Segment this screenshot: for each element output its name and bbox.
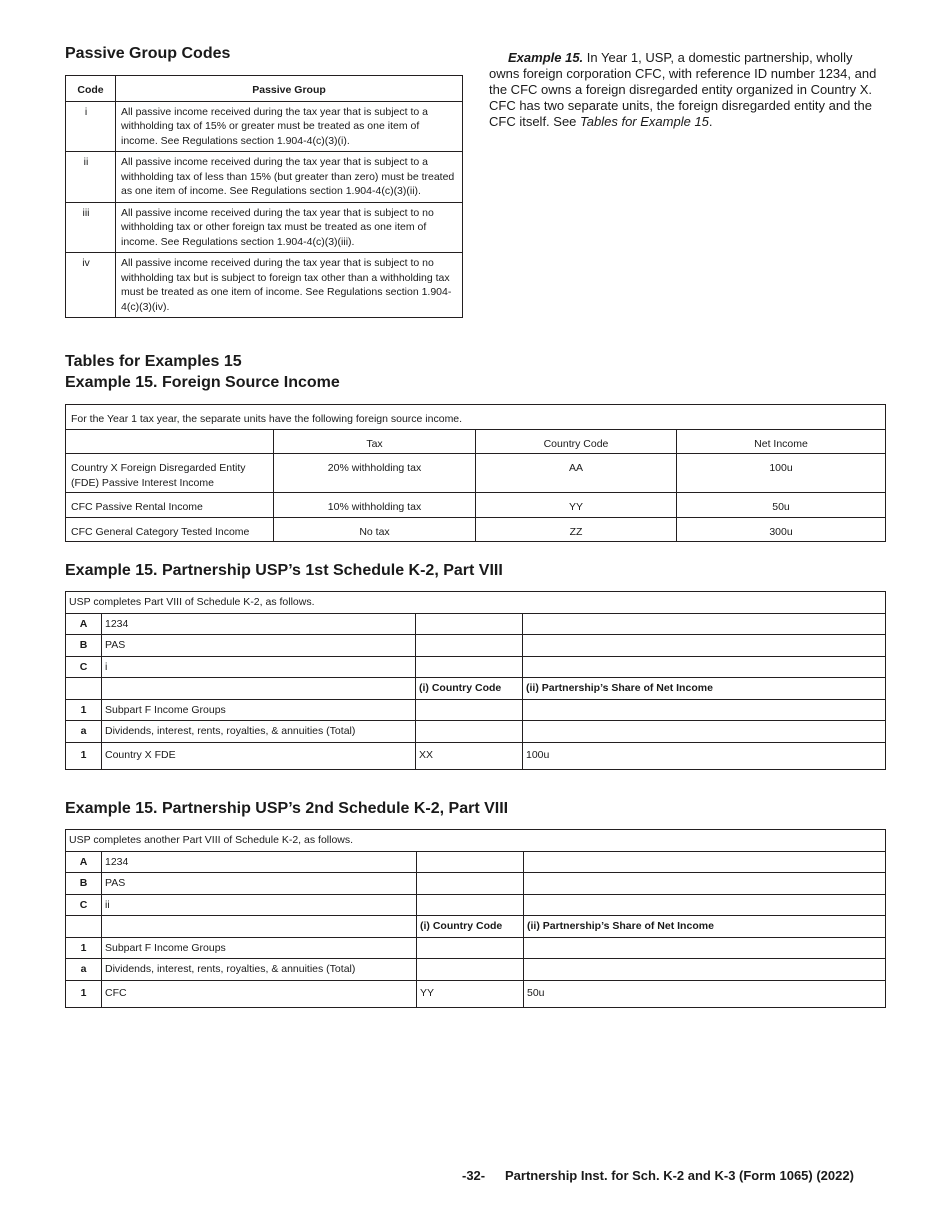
line-label: a [66, 721, 102, 743]
table-row [66, 873, 886, 895]
line-desc: i [102, 656, 416, 678]
country-cell [416, 721, 523, 743]
table-caption: USP completes Part VIII of Schedule K-2, as follows. [66, 592, 886, 614]
net-cell: 300u [677, 517, 886, 542]
table-row [66, 851, 886, 873]
line-label: B [66, 635, 102, 657]
code-header: Code [66, 76, 116, 102]
country-cell: ZZ [476, 517, 677, 542]
example-label: Example 15. [508, 50, 584, 65]
example-text: In Year 1, USP, a domestic partnership, wholly owns foreign corporation CFC, with reference ID number 1234, and the CFC owns a foreign disregarded entity organized in Country X. CFC has two separate units, the foreign disregarded entity and the CFC itself. See [489, 50, 877, 129]
country-cell [416, 613, 523, 635]
country-cell [417, 894, 524, 916]
country-cell: XX [416, 742, 523, 770]
table-row [66, 613, 886, 635]
caption-row [66, 592, 886, 614]
line-label: A [66, 613, 102, 635]
passive-group-header: Passive Group [116, 76, 463, 102]
foreign-source-income-table [65, 404, 886, 542]
passive-group-table [65, 75, 463, 318]
table-row [66, 742, 886, 770]
code-cell: i [66, 101, 116, 152]
share-cell [523, 721, 886, 743]
net-income-header: Net Income [677, 429, 886, 454]
k2-first-table [65, 591, 886, 770]
code-cell: ii [66, 152, 116, 203]
k2-second-title: Example 15. Partnership USP’s 2nd Schedule K-2, Part VIII [65, 800, 509, 817]
country-cell [416, 699, 523, 721]
caption-row [66, 830, 886, 852]
share-header: (ii) Partnership’s Share of Net Income [523, 678, 886, 700]
country-cell [417, 873, 524, 895]
line-label: 1 [66, 980, 102, 1008]
share-cell [523, 613, 886, 635]
table-header-row [66, 678, 886, 700]
income-label: CFC General Category Tested Income [66, 517, 274, 542]
caption-row [66, 405, 886, 430]
country-cell [416, 656, 523, 678]
line-desc: ii [102, 894, 417, 916]
line-label: A [66, 851, 102, 873]
share-header: (ii) Partnership’s Share of Net Income [524, 916, 886, 938]
table-row [66, 101, 463, 152]
tax-cell: No tax [274, 517, 476, 542]
line-label: C [66, 656, 102, 678]
income-label: Country X Foreign Disregarded Entity (FDE) Passive Interest Income [66, 454, 274, 493]
line-desc: PAS [102, 635, 416, 657]
table-caption: For the Year 1 tax year, the separate units have the following foreign source income. [66, 405, 886, 430]
table-row [66, 721, 886, 743]
table-row [66, 202, 463, 253]
line-label: 1 [66, 742, 102, 770]
table-row [66, 656, 886, 678]
table-row [66, 980, 886, 1008]
line-label: B [66, 873, 102, 895]
table-row [66, 517, 886, 542]
tax-cell: 20% withholding tax [274, 454, 476, 493]
line-desc: PAS [102, 873, 417, 895]
country-cell: AA [476, 454, 677, 493]
table-header-row [66, 76, 463, 102]
share-cell [523, 635, 886, 657]
tax-cell: 10% withholding tax [274, 493, 476, 518]
line-desc: 1234 [102, 613, 416, 635]
country-cell [416, 635, 523, 657]
line-desc: Country X FDE [102, 742, 416, 770]
line-desc [102, 678, 416, 700]
line-label: 1 [66, 699, 102, 721]
line-desc: Subpart F Income Groups [102, 937, 417, 959]
country-cell [417, 851, 524, 873]
share-cell: 50u [524, 980, 886, 1008]
country-cell: YY [417, 980, 524, 1008]
country-code-header: (i) Country Code [417, 916, 524, 938]
share-cell [524, 959, 886, 981]
table-row [66, 152, 463, 203]
table-row [66, 937, 886, 959]
line-desc: Dividends, interest, rents, royalties, & annuities (Total) [102, 721, 416, 743]
table-row [66, 635, 886, 657]
table-caption: USP completes another Part VIII of Schedule K-2, as follows. [66, 830, 886, 852]
table-row [66, 959, 886, 981]
passive-group-codes-title: Passive Group Codes [65, 45, 231, 62]
share-cell [524, 873, 886, 895]
country-cell [417, 959, 524, 981]
group-cell: All passive income received during the tax year that is subject to no withholding tax but is subject to foreign tax other than a withholding tax must be treated as one item of income. See Regulations section 1.904-4(c)(3)(iv). [116, 253, 463, 318]
example-15-intro [489, 50, 885, 130]
table-header-row [66, 429, 886, 454]
net-cell: 50u [677, 493, 886, 518]
k2-second-table [65, 829, 886, 1008]
share-cell [524, 894, 886, 916]
example-end: . [708, 114, 713, 129]
line-desc: Subpart F Income Groups [102, 699, 416, 721]
country-cell [417, 937, 524, 959]
group-cell: All passive income received during the tax year that is subject to a withholding tax of 15% or greater must be treated as one item of income. See Regulations section 1.904-4(c)(3)(i). [116, 101, 463, 152]
income-label: CFC Passive Rental Income [66, 493, 274, 518]
line-desc: 1234 [102, 851, 417, 873]
share-cell [523, 699, 886, 721]
code-cell: iv [66, 253, 116, 318]
table-row [66, 493, 886, 518]
table-row [66, 454, 886, 493]
code-cell: iii [66, 202, 116, 253]
blank-header [66, 429, 274, 454]
line-label [66, 678, 102, 700]
group-cell: All passive income received during the tax year that is subject to no withholding tax or other foreign tax must be treated as one item of income. See Regulations section 1.904-4(c)(3)(iii). [116, 202, 463, 253]
table-row [66, 699, 886, 721]
table-row [66, 253, 463, 318]
share-cell: 100u [523, 742, 886, 770]
net-cell: 100u [677, 454, 886, 493]
tax-header: Tax [274, 429, 476, 454]
country-cell: YY [476, 493, 677, 518]
line-desc: CFC [102, 980, 417, 1008]
foreign-source-income-title: Example 15. Foreign Source Income [65, 374, 340, 391]
line-label: C [66, 894, 102, 916]
line-desc [102, 916, 417, 938]
group-cell: All passive income received during the tax year that is subject to a withholding tax of less than 15% (but greater than zero) must be treated as one item of income. See Regulations section 1.904-4(c)(3)(ii). [116, 152, 463, 203]
line-label: a [66, 959, 102, 981]
k2-first-title: Example 15. Partnership USP’s 1st Schedule K-2, Part VIII [65, 562, 503, 579]
share-cell [524, 937, 886, 959]
footer-title: Partnership Inst. for Sch. K-2 and K-3 (Form 1065) (2022) [505, 1168, 854, 1183]
example-ref-link[interactable]: Tables for Example 15 [580, 114, 709, 129]
share-cell [524, 851, 886, 873]
tables-heading: Tables for Examples 15 [65, 353, 242, 370]
table-header-row [66, 916, 886, 938]
page-number: -32- [462, 1168, 486, 1183]
country-code-header: (i) Country Code [416, 678, 523, 700]
line-label [66, 916, 102, 938]
country-code-header: Country Code [476, 429, 677, 454]
line-label: 1 [66, 937, 102, 959]
share-cell [523, 656, 886, 678]
line-desc: Dividends, interest, rents, royalties, & annuities (Total) [102, 959, 417, 981]
table-row [66, 894, 886, 916]
